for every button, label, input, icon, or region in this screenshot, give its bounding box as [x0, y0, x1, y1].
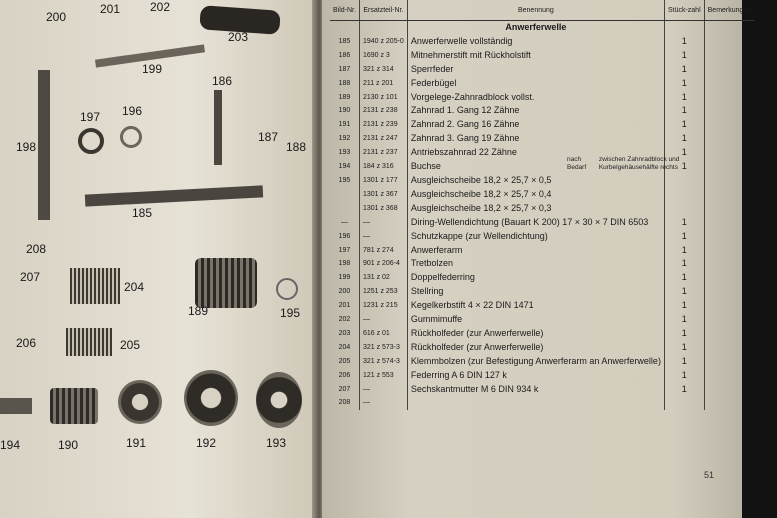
- row-description: Kegelkerbstift 4 × 22 DIN 1471: [407, 299, 664, 313]
- row-description: Mitnehmerstift mit Rückholstift: [407, 49, 664, 63]
- row-remarks: [704, 63, 754, 77]
- figure-label: 190: [58, 438, 79, 452]
- table-row: [330, 91, 754, 105]
- row-description: Tretbolzen: [407, 257, 664, 271]
- row-remarks: [704, 299, 754, 313]
- figure-label: 196: [122, 104, 143, 118]
- row-image-no: 204: [330, 341, 359, 355]
- row-remarks: [704, 383, 754, 397]
- pin-upright-part: [214, 90, 222, 165]
- figure-label: 201: [100, 2, 121, 16]
- row-description: [407, 396, 664, 410]
- table-row: [330, 230, 754, 244]
- row-remarks: [704, 174, 754, 188]
- row-description: Gummimuffe: [407, 313, 664, 327]
- row-qty: 1: [664, 299, 704, 313]
- row-description: Federring A 6 DIN 127 k: [407, 369, 664, 383]
- washer-part: [78, 128, 104, 154]
- row-qty: 1: [664, 230, 704, 244]
- row-remarks: [704, 104, 754, 118]
- header-remarks: Bemerkungen: [704, 0, 754, 21]
- figure-label: 192: [196, 436, 217, 450]
- table-row: [330, 216, 754, 230]
- table-row: [330, 327, 754, 341]
- row-part-no: 2131 z 237: [359, 146, 407, 160]
- row-part-no: —: [359, 313, 407, 327]
- row-part-no: 321 z 314: [359, 63, 407, 77]
- figure-label: 207: [20, 270, 41, 284]
- figure-label: 187: [258, 130, 279, 144]
- row-description: Ausgleichscheibe 18,2 × 25,7 × 0,4: [407, 188, 664, 202]
- row-remarks: [704, 257, 754, 271]
- table-row: [330, 244, 754, 258]
- row-remarks: [704, 188, 754, 202]
- row-remarks: [704, 35, 754, 49]
- row-image-no: 187: [330, 63, 359, 77]
- row-image-no: 189: [330, 91, 359, 105]
- row-part-no: 781 z 274: [359, 244, 407, 258]
- table-row: [330, 396, 754, 410]
- figure-label: 191: [126, 436, 147, 450]
- table-row: [330, 341, 754, 355]
- row-part-no: —: [359, 230, 407, 244]
- ring-part: [276, 278, 298, 300]
- row-part-no: 901 z 206-4: [359, 257, 407, 271]
- table-row: [330, 132, 754, 146]
- row-part-no: 616 z 01: [359, 327, 407, 341]
- row-remarks: [704, 396, 754, 410]
- row-image-no: 201: [330, 299, 359, 313]
- figure-label: 206: [16, 336, 37, 350]
- table-row: [330, 285, 754, 299]
- row-qty: 1: [664, 35, 704, 49]
- row-image-no: 186: [330, 49, 359, 63]
- remark-location: zwischen Zahnradblock und Kurbelgehäusehälfte rechts: [598, 156, 680, 171]
- header-part-no: Ersatzteil-Nr.: [359, 0, 407, 21]
- figure-label: 204: [124, 280, 145, 294]
- row-remarks: [704, 355, 754, 369]
- row-image-no: 202: [330, 313, 359, 327]
- row-description: Vorgelege-Zahnradblock vollst.: [407, 91, 664, 105]
- row-image-no: 197: [330, 244, 359, 258]
- table-row: [330, 77, 754, 91]
- row-remarks: [704, 77, 754, 91]
- row-remarks: [704, 118, 754, 132]
- figure-label: 185: [132, 206, 153, 220]
- row-part-no: —: [359, 216, 407, 230]
- row-part-no: 1301 z 177: [359, 174, 407, 188]
- row-part-no: 1301 z 367: [359, 188, 407, 202]
- row-image-no: 207: [330, 383, 359, 397]
- row-qty: 1: [664, 63, 704, 77]
- row-qty: 1: [664, 257, 704, 271]
- row-description: Zahnrad 2. Gang 16 Zähne: [407, 118, 664, 132]
- row-description: Buchse: [407, 160, 664, 174]
- gear-193-part: [256, 372, 302, 428]
- figure-label: 186: [212, 74, 233, 88]
- row-image-no: 185: [330, 35, 359, 49]
- row-qty: 1: [664, 369, 704, 383]
- row-remarks: [704, 244, 754, 258]
- row-part-no: 321 z 574-3: [359, 355, 407, 369]
- row-qty: 1: [664, 383, 704, 397]
- table-row: [330, 313, 754, 327]
- row-part-no: —: [359, 383, 407, 397]
- row-description: Federbügel: [407, 77, 664, 91]
- row-remarks: [704, 230, 754, 244]
- row-qty: 1: [664, 313, 704, 327]
- row-part-no: 2130 z 101: [359, 91, 407, 105]
- table-row: [330, 257, 754, 271]
- figure-label: 208: [26, 242, 47, 256]
- left-page-illustration: [0, 0, 318, 518]
- row-description: Doppelfederring: [407, 271, 664, 285]
- row-qty: 1: [664, 327, 704, 341]
- row-part-no: 321 z 573-3: [359, 341, 407, 355]
- row-remarks: [704, 132, 754, 146]
- row-qty: 1: [664, 146, 704, 160]
- row-image-no: 193: [330, 146, 359, 160]
- row-remarks: [704, 327, 754, 341]
- row-image-no: [330, 202, 359, 216]
- row-image-no: 198: [330, 257, 359, 271]
- figure-label: 188: [286, 140, 307, 154]
- row-qty: 1: [664, 104, 704, 118]
- row-image-no: 190: [330, 104, 359, 118]
- row-image-no: 203: [330, 327, 359, 341]
- figure-label: 195: [280, 306, 301, 320]
- row-qty: 1: [664, 285, 704, 299]
- gear-191-part: [118, 380, 162, 424]
- row-description: Zahnrad 1. Gang 12 Zähne: [407, 104, 664, 118]
- figure-label: 198: [16, 140, 37, 154]
- row-qty: 1: [664, 118, 704, 132]
- remark-as-needed: nach Bedarf: [567, 156, 587, 171]
- remarks-note: [567, 156, 697, 186]
- row-description: Sechskantmutter M 6 DIN 934 k: [407, 383, 664, 397]
- row-description: Schutzkappe (zur Wellendichtung): [407, 230, 664, 244]
- figure-label: 189: [188, 304, 209, 318]
- section-title: Anwerferwelle: [407, 21, 664, 35]
- row-qty: 1: [664, 216, 704, 230]
- row-qty: 1: [664, 355, 704, 369]
- row-image-no: 206: [330, 369, 359, 383]
- table-header-row: [330, 0, 754, 21]
- row-part-no: 121 z 553: [359, 369, 407, 383]
- row-image-no: —: [330, 216, 359, 230]
- spring-part-2: [66, 328, 112, 356]
- row-part-no: 1301 z 368: [359, 202, 407, 216]
- spring-part: [70, 268, 120, 304]
- row-part-no: 1251 z 253: [359, 285, 407, 299]
- row-image-no: [330, 188, 359, 202]
- table-row: [330, 188, 754, 202]
- row-part-no: 2131 z 239: [359, 118, 407, 132]
- figure-label: 205: [120, 338, 141, 352]
- row-description: Sperrfeder: [407, 63, 664, 77]
- row-part-no: 1231 z 215: [359, 299, 407, 313]
- table-row: [330, 202, 754, 216]
- row-image-no: 195: [330, 174, 359, 188]
- row-qty: [664, 396, 704, 410]
- row-qty: 1: [664, 77, 704, 91]
- row-remarks: [704, 341, 754, 355]
- row-description: Rückholfeder (zur Anwerferwelle): [407, 327, 664, 341]
- figure-label: 199: [142, 62, 163, 76]
- parts-table: [330, 0, 754, 410]
- table-row: [330, 355, 754, 369]
- row-remarks: [704, 285, 754, 299]
- row-remarks: [704, 49, 754, 63]
- row-part-no: —: [359, 396, 407, 410]
- row-image-no: 199: [330, 271, 359, 285]
- row-description: Stellring: [407, 285, 664, 299]
- row-part-no: 2131 z 247: [359, 132, 407, 146]
- row-qty: [664, 202, 704, 216]
- section-title-row: [330, 21, 754, 35]
- row-part-no: 131 z 02: [359, 271, 407, 285]
- figure-label: 193: [266, 436, 287, 450]
- header-image-no: Bild-Nr.: [330, 0, 359, 21]
- row-image-no: 205: [330, 355, 359, 369]
- gear-192-part: [184, 370, 238, 426]
- row-qty: 1: [664, 49, 704, 63]
- page-number: 51: [704, 470, 715, 480]
- row-remarks: [704, 271, 754, 285]
- row-qty: 1: [664, 341, 704, 355]
- table-row: [330, 271, 754, 285]
- figure-label: 197: [80, 110, 101, 124]
- row-image-no: 200: [330, 285, 359, 299]
- row-remarks: [704, 160, 754, 174]
- figure-label: 200: [46, 10, 67, 24]
- row-part-no: 1690 z 3: [359, 49, 407, 63]
- row-qty: 1: [664, 132, 704, 146]
- shaft-part: [85, 185, 263, 206]
- figure-label: 194: [0, 438, 21, 452]
- header-description: Benennung: [407, 0, 664, 21]
- table-row: [330, 369, 754, 383]
- row-remarks: [704, 202, 754, 216]
- row-description: Klemmbolzen (zur Befestigung Anwerferarm an Anwerferwelle): [407, 355, 664, 369]
- row-part-no: 211 z 201: [359, 77, 407, 91]
- cap-part: [120, 126, 142, 148]
- row-image-no: 188: [330, 77, 359, 91]
- row-image-no: 194: [330, 160, 359, 174]
- row-image-no: 192: [330, 132, 359, 146]
- bushing-part: [0, 398, 32, 414]
- table-row: [330, 104, 754, 118]
- table-row: [330, 35, 754, 49]
- table-row: [330, 63, 754, 77]
- figure-label: 202: [150, 0, 171, 14]
- row-image-no: 196: [330, 230, 359, 244]
- row-remarks: [704, 369, 754, 383]
- row-description: Antriebszahnrad 22 Zähne: [407, 146, 664, 160]
- row-description: Diring-Wellendichtung (Bauart K 200) 17 × 30 × 7 DIN 6503: [407, 216, 664, 230]
- row-remarks: [704, 216, 754, 230]
- gear-190-part: [50, 388, 98, 424]
- row-description: Anwerferwelle vollständig: [407, 35, 664, 49]
- row-part-no: 184 z 316: [359, 160, 407, 174]
- row-image-no: 208: [330, 396, 359, 410]
- table-row: [330, 49, 754, 63]
- row-description: Anwerferarm: [407, 244, 664, 258]
- table-row: [330, 383, 754, 397]
- row-image-no: 191: [330, 118, 359, 132]
- row-qty: 1: [664, 160, 704, 174]
- row-qty: 1: [664, 91, 704, 105]
- row-qty: 1: [664, 244, 704, 258]
- row-remarks: [704, 146, 754, 160]
- row-qty: [664, 188, 704, 202]
- row-qty: 1: [664, 271, 704, 285]
- table-row: [330, 118, 754, 132]
- row-remarks: [704, 313, 754, 327]
- row-part-no: 1940 z 205-0: [359, 35, 407, 49]
- row-remarks: [704, 91, 754, 105]
- header-qty: Stück-zahl: [664, 0, 704, 21]
- row-description: Rückholfeder (zur Anwerferwelle): [407, 341, 664, 355]
- figure-label: 203: [228, 30, 249, 44]
- table-row: [330, 299, 754, 313]
- row-description: Zahnrad 3. Gang 19 Zähne: [407, 132, 664, 146]
- row-description: Ausgleichscheibe 18,2 × 25,7 × 0,3: [407, 202, 664, 216]
- gear-block-part: [195, 258, 257, 308]
- row-part-no: 2131 z 238: [359, 104, 407, 118]
- row-description: Ausgleichscheibe 18,2 × 25,7 × 0,5: [407, 174, 664, 188]
- kickstart-arm-part: [38, 70, 50, 220]
